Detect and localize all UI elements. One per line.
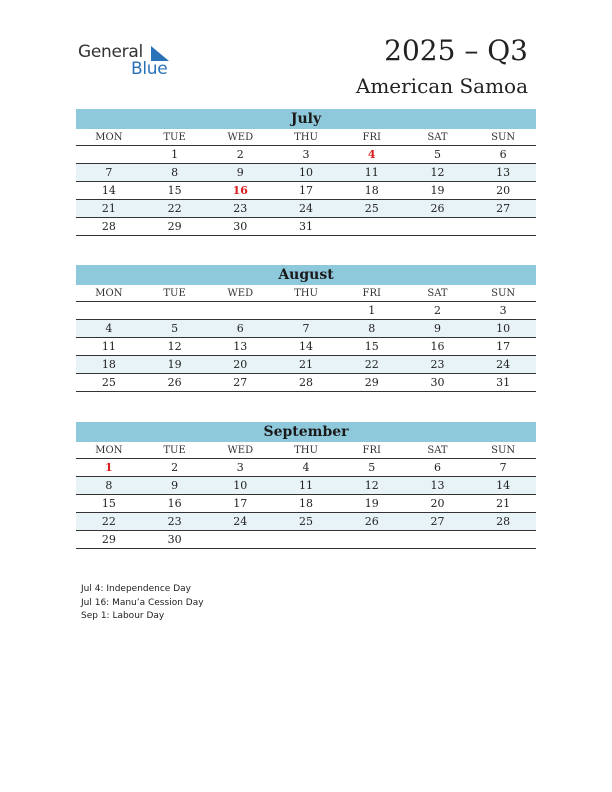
day-cell: 13 <box>496 166 511 179</box>
week-row <box>76 338 536 356</box>
day-cell: 17 <box>233 497 248 510</box>
weekday-label: TUE <box>163 132 186 143</box>
weeks <box>76 302 536 392</box>
day-cell: 8 <box>105 479 113 492</box>
weeks <box>76 146 536 236</box>
day-cell: 20 <box>233 358 248 371</box>
week-row <box>76 218 536 236</box>
day-cell: 6 <box>433 461 441 474</box>
weekday-label: WED <box>227 288 254 299</box>
day-cell: 2 <box>171 461 179 474</box>
day-cell: 12 <box>430 166 445 179</box>
day-cell: 28 <box>496 515 511 528</box>
weekday-label: FRI <box>362 288 381 299</box>
day-cell: 15 <box>167 184 182 197</box>
weekday-label: MON <box>95 288 123 299</box>
weekday-label: WED <box>227 445 254 456</box>
day-cell: 9 <box>236 166 244 179</box>
month-september <box>76 422 536 549</box>
day-cell: 27 <box>496 202 511 215</box>
page-subtitle: American Samoa <box>355 74 528 98</box>
holiday-notes <box>81 583 204 624</box>
week-row <box>76 200 536 218</box>
day-cell: 15 <box>101 497 116 510</box>
day-cell: 6 <box>499 148 507 161</box>
month-august <box>76 265 536 392</box>
day-cell: 30 <box>233 220 248 233</box>
day-cell: 5 <box>171 322 179 335</box>
day-cell: 30 <box>167 533 182 546</box>
day-cell: 9 <box>171 479 179 492</box>
day-cell: 24 <box>233 515 248 528</box>
day-cell: 14 <box>299 340 314 353</box>
day-cell: 29 <box>101 533 116 546</box>
day-cell: 24 <box>299 202 314 215</box>
day-cell: 20 <box>496 184 511 197</box>
day-cell: 15 <box>364 340 379 353</box>
day-cell: 1 <box>171 148 179 161</box>
day-cell: 5 <box>368 461 376 474</box>
day-cell: 14 <box>101 184 116 197</box>
day-cell: 26 <box>364 515 379 528</box>
day-cell: 13 <box>430 479 445 492</box>
empty-day-cell <box>273 531 339 548</box>
day-cell: 27 <box>430 515 445 528</box>
week-row <box>76 302 536 320</box>
week-row <box>76 374 536 392</box>
empty-day-cell <box>405 218 471 235</box>
day-cell: 12 <box>167 340 182 353</box>
day-cell: 26 <box>167 376 182 389</box>
logo <box>78 42 188 82</box>
page-title: 2025 – Q3 <box>384 34 528 67</box>
day-cell: 31 <box>496 376 511 389</box>
logo-general-text: General <box>78 42 143 62</box>
day-cell: 31 <box>299 220 314 233</box>
day-cell: 8 <box>368 322 376 335</box>
day-cell: 2 <box>433 304 441 317</box>
month-header: August <box>76 265 536 285</box>
day-cell: 19 <box>167 358 182 371</box>
month-header: September <box>76 422 536 442</box>
day-cell: 9 <box>433 322 441 335</box>
weekday-label: SAT <box>427 132 448 143</box>
weekday-label: THU <box>294 445 318 456</box>
day-cell: 1 <box>105 461 113 474</box>
day-cell: 23 <box>167 515 182 528</box>
empty-day-cell <box>470 218 536 235</box>
weekday-label: WED <box>227 132 254 143</box>
day-cell: 16 <box>430 340 445 353</box>
day-cell: 7 <box>499 461 507 474</box>
day-cell: 18 <box>101 358 116 371</box>
week-row <box>76 164 536 182</box>
day-cell: 3 <box>236 461 244 474</box>
weekday-label: FRI <box>362 445 381 456</box>
day-cell: 19 <box>364 497 379 510</box>
day-cell: 12 <box>364 479 379 492</box>
day-cell: 10 <box>299 166 314 179</box>
empty-day-cell <box>273 302 339 319</box>
weekday-label: FRI <box>362 132 381 143</box>
day-cell: 25 <box>299 515 314 528</box>
day-cell: 4 <box>367 148 376 161</box>
day-cell: 21 <box>496 497 511 510</box>
weekday-label: THU <box>294 132 318 143</box>
day-cell: 19 <box>430 184 445 197</box>
day-cell: 11 <box>101 340 116 353</box>
day-cell: 20 <box>430 497 445 510</box>
day-cell: 25 <box>101 376 116 389</box>
empty-day-cell <box>142 302 208 319</box>
day-cell: 3 <box>499 304 507 317</box>
day-cell: 10 <box>233 479 248 492</box>
empty-day-cell <box>76 302 142 319</box>
weekday-label: MON <box>95 445 123 456</box>
day-cell: 18 <box>364 184 379 197</box>
weeks <box>76 459 536 549</box>
week-row <box>76 356 536 374</box>
holiday-note: Jul 16: Manu’a Cession Day <box>81 597 204 608</box>
day-cell: 14 <box>496 479 511 492</box>
weekday-label: SUN <box>491 132 516 143</box>
month-july <box>76 109 536 236</box>
empty-day-cell <box>339 531 405 548</box>
logo-blue-text: Blue <box>131 59 168 79</box>
empty-day-cell <box>339 218 405 235</box>
day-cell: 16 <box>167 497 182 510</box>
day-cell: 1 <box>368 304 376 317</box>
empty-day-cell <box>405 531 471 548</box>
week-row <box>76 513 536 531</box>
holiday-note: Sep 1: Labour Day <box>81 611 165 621</box>
weekday-label: TUE <box>163 445 186 456</box>
day-cell: 29 <box>364 376 379 389</box>
empty-day-cell <box>470 531 536 548</box>
day-cell: 21 <box>101 202 116 215</box>
day-cell: 13 <box>233 340 248 353</box>
day-cell: 16 <box>232 184 248 197</box>
day-cell: 26 <box>430 202 445 215</box>
day-cell: 7 <box>302 322 310 335</box>
week-row <box>76 459 536 477</box>
weekday-header-row <box>76 129 536 146</box>
day-cell: 22 <box>101 515 116 528</box>
day-cell: 6 <box>236 322 244 335</box>
day-cell: 30 <box>430 376 445 389</box>
day-cell: 24 <box>496 358 511 371</box>
empty-day-cell <box>207 302 273 319</box>
day-cell: 11 <box>364 166 379 179</box>
day-cell: 29 <box>167 220 182 233</box>
week-row <box>76 146 536 164</box>
day-cell: 25 <box>364 202 379 215</box>
weekday-header-row <box>76 285 536 302</box>
day-cell: 5 <box>433 148 441 161</box>
week-row <box>76 320 536 338</box>
day-cell: 10 <box>496 322 511 335</box>
week-row <box>76 477 536 495</box>
weekday-label: MON <box>95 132 123 143</box>
day-cell: 8 <box>171 166 179 179</box>
weekday-label: SAT <box>427 445 448 456</box>
day-cell: 22 <box>167 202 182 215</box>
day-cell: 11 <box>299 479 314 492</box>
week-row <box>76 182 536 200</box>
day-cell: 7 <box>105 166 113 179</box>
day-cell: 2 <box>236 148 244 161</box>
weekday-label: SUN <box>491 288 516 299</box>
day-cell: 27 <box>233 376 248 389</box>
empty-day-cell <box>207 531 273 548</box>
month-header: July <box>76 109 536 129</box>
day-cell: 23 <box>233 202 248 215</box>
weekday-label: SAT <box>427 288 448 299</box>
day-cell: 4 <box>105 322 113 335</box>
day-cell: 4 <box>302 461 310 474</box>
week-row <box>76 531 536 549</box>
empty-day-cell <box>76 146 142 163</box>
day-cell: 18 <box>299 497 314 510</box>
weekday-label: TUE <box>163 288 186 299</box>
day-cell: 23 <box>430 358 445 371</box>
day-cell: 21 <box>299 358 314 371</box>
weekday-label: THU <box>294 288 318 299</box>
day-cell: 28 <box>299 376 314 389</box>
weekday-label: SUN <box>491 445 516 456</box>
weekday-header-row <box>76 442 536 459</box>
day-cell: 17 <box>299 184 314 197</box>
week-row <box>76 495 536 513</box>
day-cell: 3 <box>302 148 310 161</box>
day-cell: 28 <box>101 220 116 233</box>
day-cell: 22 <box>364 358 379 371</box>
holiday-note: Jul 4: Independence Day <box>81 584 191 594</box>
day-cell: 17 <box>496 340 511 353</box>
